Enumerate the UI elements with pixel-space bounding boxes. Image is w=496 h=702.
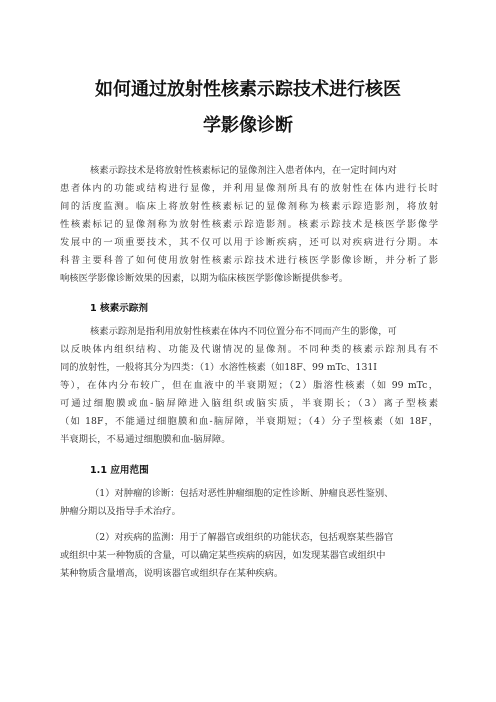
text-line: 核素示踪剂是指利用放射性核素在体内不同位置分布不同而产生的影像，可 xyxy=(90,326,397,337)
text-line: 等），在体内分布较广，但在血液中的半衰期短；（2）脂溶性核素（如 99 mTc， xyxy=(60,380,438,391)
text-line: 肿瘤分期以及指导手术治疗。 xyxy=(60,506,181,517)
text-line: 响核医学影像诊断效果的因素，以期为临床核医学影像诊断提供参考。 xyxy=(60,273,349,284)
text-line: 某种物质含量增高，说明该器官或组织存在某种疾病。 xyxy=(60,568,284,579)
text-line: （如 18F，不能通过细胞膜和血-脑屏障，半衰期短；（4）分子型核素（如 18F， xyxy=(60,416,438,427)
text-line: 发展中的一项重要技术，其不仅可以用于诊断疾病，还可以对疾病进行分期。本 xyxy=(60,237,438,248)
text-line: 可通过细胞膜或血-脑屏障进入脑组织或脑实质，半衰期长；（3）离子型核素 xyxy=(60,398,438,409)
text-line: 科普主要科普了如何使用放射性核素示踪技术进行核医学影像诊断，并分析了影 xyxy=(60,255,438,266)
text-line: 以反映体内组织结构、功能及代谢情况的显像剂。不同种类的核素示踪剂具有不 xyxy=(60,344,438,355)
text-line: （1）对肿瘤的诊断：包括对恶性肿瘤细胞的定性诊断、肿瘤良恶性鉴别、 xyxy=(90,488,394,499)
text-line: 半衰期长，不易通过细胞膜和血-脑屏障。 xyxy=(60,434,231,445)
text-line: 间的活度监测。临床上将放射性核素标记的显像剂称为核素示踪造影剂，将放射 xyxy=(60,201,438,212)
document-title-line-1: 如何通过放射性核素示踪技术进行核医 xyxy=(95,79,401,100)
text-line: （2）对疾病的监测：用于了解器官或组织的功能状态，包括观察某些器官 xyxy=(90,532,394,543)
section-heading-1: 1 核素示踪剂 xyxy=(90,303,148,314)
text-line: 患者体内的功能或结构进行显像，并利用显像剂所具有的放射性在体内进行长时 xyxy=(60,183,438,194)
section-heading-1-1: 1.1 应用范围 xyxy=(90,465,149,476)
document-title-line-2: 学影像诊断 xyxy=(203,115,293,136)
text-line: 同的放射性，一般将其分为四类：（1）水溶性核素（如18F、99 mTc、131I xyxy=(60,362,377,373)
text-line: 或组织中某一种物质的含量，可以确定某些疾病的病因，如发现某器官或组织中 xyxy=(60,550,386,561)
text-line: 性核素标记的显像剂称为放射性核素示踪造影剂。核素示踪技术是核医学影像学 xyxy=(60,219,438,230)
text-line: 核素示踪技术是将放射性核素标记的显像剂注入患者体内，在一定时间内对 xyxy=(90,165,397,176)
